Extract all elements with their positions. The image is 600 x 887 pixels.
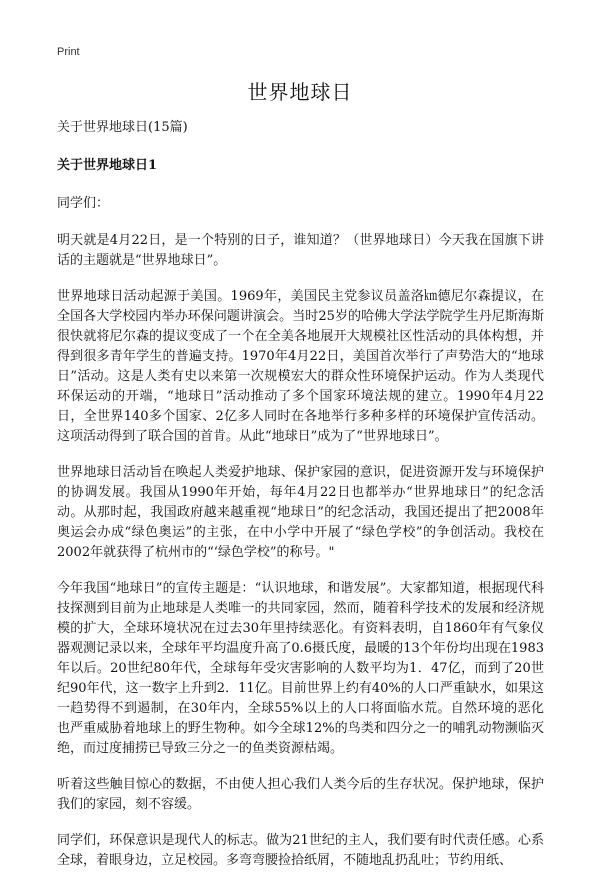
paragraph: 世界地球日活动旨在唤起人类爱护地球、保护家园的意识，促进资源开发与环境保护的协调发展。我国从1990年开始，每年4月22日也都举办“世界地球日”的纪念活动。从那时起，我国政府越来越重视“地球日”的纪念活动，我国还提出了把2008年奥运会办成“绿色奥运”的主张，在中小学中开展了“绿色学校”的争创活动。我校在2002年就获得了杭州市的“‘绿色学校”的称号。" xyxy=(57,465,544,560)
document-body xyxy=(57,118,544,887)
section-heading: 关于世界地球日1 xyxy=(57,158,158,173)
paragraph: 听着这些触目惊心的数据，不由使人担心我们人类今后的生存状况。保护地球，保护我们的家园，刻不容缓。 xyxy=(57,777,544,812)
document-subtitle: 关于世界地球日(15篇) xyxy=(57,120,188,135)
paragraph: 世界地球日活动起源于美国。1969年，美国民主党参议员盖洛㎞德尼尔森提议，在全国各大学校园内举办环保问题讲演会。当时25岁的哈佛大学法学院学生丹尼斯海斯很快就将尼尔森的提议变成了一个在全美各地展开大规模社区性活动的具体构想，并得到很多青年学生的普遍支持。1970年4月22日，美国首次举行了声势浩大的“地球日”活动。这是人类有史以来第一次规模宏大的群众性环境保护运动。作为人类现代环保运动的开端，“地球日”活动推动了多个国家环境法规的建立。1990年4月22日，全世界140多个国家、2亿多人同时在各地举行多种多样的环境保护宣传活动。这项活动得到了联合国的首肯。从此“地球日”成为了“世界地球日”。 xyxy=(57,289,544,444)
greeting: 同学们： xyxy=(57,196,110,211)
print-label: Print xyxy=(57,46,80,58)
paragraph: 明天就是4月22日，是一个特别的日子，谁知道？（世界地球日）今天我在国旗下讲话的主题就是“世界地球日”。 xyxy=(57,233,544,268)
paragraph: 同学们，环保意识是现代人的标志。做为21世纪的主人，我们要有时代责任感。心系全球，着眼身边，立足校园。多弯弯腰捡拾纸屑，不随地乱扔乱吐；节约用纸、 xyxy=(57,833,544,868)
paragraph: 今年我国“地球日”的宣传主题是：“认识地球，和谐发展”。大家都知道，根据现代科技探测到目前为止地球是人类唯一的共同家园，然而，随着科学技术的发展和经济规模的扩大，全球环境状况在过去30年里持续恶化。有资料表明，自1860年有气象仪器观测记录以来，全球年平均温度升高了0.6摄氏度，最暖的13个年份均出现在1983年以后。20世纪80年代，全球每年受灾害影响的人数平均为1．47亿，而到了20世纪90年代，这一数字上升到2．11亿。目前世界上约有40%的人口严重缺水，如果这一趋势得不到遏制，在30年内，全球55%以上的人口将面临水荒。自然环境的恶化也严重威胁着地球上的野生物种。如今全球12%的鸟类和四分之一的哺乳动物濒临灭绝，而过度捕捞已导致三分之一的鱼类资源枯竭。 xyxy=(57,581,544,756)
page-title: 世界地球日 xyxy=(247,80,353,104)
